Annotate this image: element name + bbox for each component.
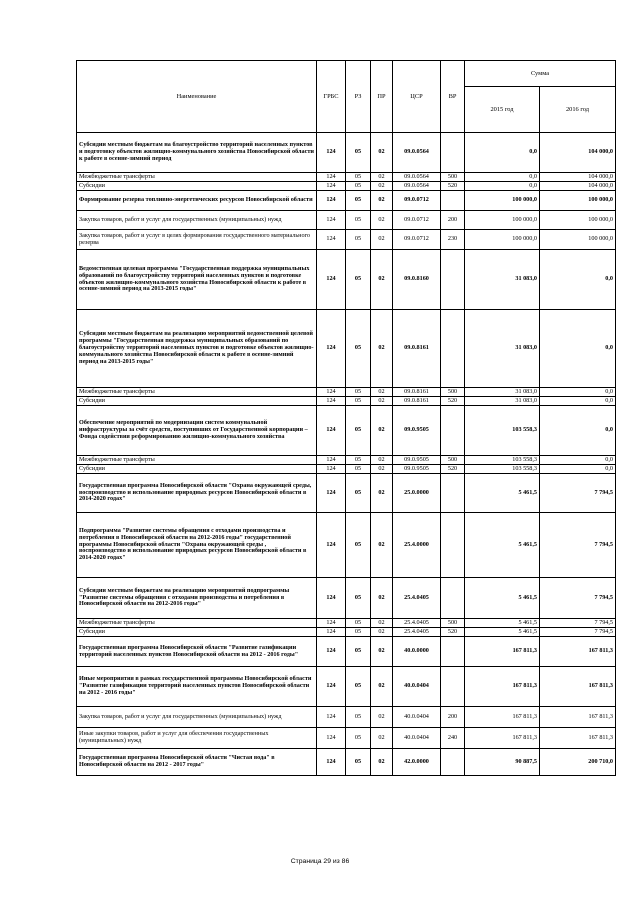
cell-csr: 40.0.0404 — [393, 728, 441, 749]
table-row — [77, 133, 616, 173]
header-2015: 2015 год — [465, 87, 540, 133]
cell-grbs: 124 — [317, 619, 346, 628]
cell-csr: 25.4.0405 — [393, 628, 441, 637]
cell-grbs: 124 — [317, 465, 346, 474]
cell-y2015: 167 811,3 — [465, 728, 540, 749]
cell-rz: 05 — [346, 406, 371, 456]
cell-grbs: 124 — [317, 474, 346, 513]
table-row — [77, 397, 616, 406]
cell-csr: 42.0.0000 — [393, 749, 441, 776]
cell-pr: 02 — [371, 182, 393, 191]
cell-y2015: 100 000,0 — [465, 230, 540, 250]
cell-y2016: 7 794,5 — [540, 628, 616, 637]
cell-y2015: 0,0 — [465, 133, 540, 173]
cell-name: Межбюджетные трансферты — [77, 173, 317, 182]
cell-grbs: 124 — [317, 578, 346, 619]
cell-csr: 09.0.9505 — [393, 456, 441, 465]
cell-vr — [441, 578, 465, 619]
cell-y2016: 167 811,3 — [540, 728, 616, 749]
table-row — [77, 637, 616, 667]
cell-pr: 02 — [371, 619, 393, 628]
cell-grbs: 124 — [317, 388, 346, 397]
cell-y2016: 0,0 — [540, 388, 616, 397]
cell-name: Государственная программа Новосибирской области "Развитие газификации территорий населенных пунктов Новосибирской области на 2012 - 2016 годы" — [77, 637, 317, 667]
cell-name: Субсидии — [77, 397, 317, 406]
cell-y2016: 167 811,3 — [540, 667, 616, 707]
cell-rz: 05 — [346, 230, 371, 250]
cell-vr — [441, 406, 465, 456]
cell-csr: 09.0.0564 — [393, 182, 441, 191]
cell-vr: 520 — [441, 397, 465, 406]
cell-rz: 05 — [346, 578, 371, 619]
cell-csr: 40.0.0000 — [393, 637, 441, 667]
cell-y2016: 0,0 — [540, 406, 616, 456]
cell-name: Субсидии местным бюджетам на благоустройство территорий населенных пунктов и подготовку объектов жилищно-коммунального хозяйства Новосибирской области к работе в осенне-зимний период — [77, 133, 317, 173]
table-row — [77, 250, 616, 310]
header-csr: ЦСР — [393, 61, 441, 133]
cell-y2016: 0,0 — [540, 397, 616, 406]
cell-y2015: 31 083,0 — [465, 397, 540, 406]
cell-name: Формирование резерва топливно-энергетических ресурсов Новосибирской области — [77, 191, 317, 211]
cell-y2016: 104 000,0 — [540, 133, 616, 173]
cell-grbs: 124 — [317, 667, 346, 707]
table-row — [77, 173, 616, 182]
table-row — [77, 465, 616, 474]
cell-csr: 09.0.8161 — [393, 388, 441, 397]
table-row — [77, 578, 616, 619]
cell-pr: 02 — [371, 628, 393, 637]
table-row — [77, 211, 616, 230]
cell-pr: 02 — [371, 456, 393, 465]
table-row — [77, 667, 616, 707]
table-body — [77, 133, 616, 776]
cell-csr: 09.0.8160 — [393, 250, 441, 310]
cell-name: Субсидии — [77, 465, 317, 474]
cell-pr: 02 — [371, 707, 393, 728]
cell-rz: 05 — [346, 465, 371, 474]
cell-name: Государственная программа Новосибирской области "Охрана окружающей среды, воспроизводство и использование природных ресурсов Новосибирской области в 2014-2020 годах" — [77, 474, 317, 513]
cell-rz: 05 — [346, 191, 371, 211]
cell-y2015: 167 811,3 — [465, 637, 540, 667]
cell-vr: 520 — [441, 182, 465, 191]
cell-rz: 05 — [346, 619, 371, 628]
cell-vr: 520 — [441, 465, 465, 474]
cell-name: Субсидии местным бюджетам на реализацию мероприятий подпрограммы "Развитие системы обращения с отходами производства и потребления в Новосибирской области на 2012-2016 годы" — [77, 578, 317, 619]
cell-pr: 02 — [371, 728, 393, 749]
table-row — [77, 619, 616, 628]
cell-y2015: 31 083,0 — [465, 250, 540, 310]
cell-rz: 05 — [346, 250, 371, 310]
cell-pr: 02 — [371, 250, 393, 310]
cell-name: Ведомственная целевая программа "Государственная поддержка муниципальных образований по благоустройству территорий населенных пунктов и подготовке объектов жилищно-коммунального хозяйства Новосибирской области к работе в осенне-зимний период на 2013-2015 годы" — [77, 250, 317, 310]
cell-y2015: 167 811,3 — [465, 707, 540, 728]
cell-grbs: 124 — [317, 191, 346, 211]
cell-name: Субсидии — [77, 628, 317, 637]
cell-grbs: 124 — [317, 628, 346, 637]
cell-vr: 500 — [441, 456, 465, 465]
cell-rz: 05 — [346, 728, 371, 749]
cell-pr: 02 — [371, 133, 393, 173]
cell-grbs: 124 — [317, 310, 346, 388]
cell-rz: 05 — [346, 133, 371, 173]
header-vr: ВР — [441, 61, 465, 133]
cell-vr — [441, 250, 465, 310]
cell-pr: 02 — [371, 310, 393, 388]
cell-rz: 05 — [346, 182, 371, 191]
table-row — [77, 707, 616, 728]
cell-csr: 09.0.9505 — [393, 465, 441, 474]
cell-vr: 200 — [441, 211, 465, 230]
cell-rz: 05 — [346, 397, 371, 406]
cell-y2016: 167 811,3 — [540, 637, 616, 667]
cell-y2016: 104 000,0 — [540, 182, 616, 191]
table-row — [77, 628, 616, 637]
cell-y2016: 100 000,0 — [540, 191, 616, 211]
cell-y2015: 100 000,0 — [465, 211, 540, 230]
cell-vr — [441, 310, 465, 388]
cell-rz: 05 — [346, 513, 371, 578]
cell-csr: 09.0.0564 — [393, 173, 441, 182]
cell-rz: 05 — [346, 310, 371, 388]
cell-name: Иные закупки товаров, работ и услуг для обеспечения государственных (муниципальных) нужд — [77, 728, 317, 749]
header-name: Наименование — [77, 61, 317, 133]
cell-csr: 09.0.9505 — [393, 406, 441, 456]
cell-rz: 05 — [346, 628, 371, 637]
cell-csr: 25.0.0000 — [393, 474, 441, 513]
cell-grbs: 124 — [317, 133, 346, 173]
table-row — [77, 406, 616, 456]
cell-y2015: 100 000,0 — [465, 191, 540, 211]
cell-y2016: 104 000,0 — [540, 173, 616, 182]
cell-rz: 05 — [346, 667, 371, 707]
cell-csr: 09.0.0564 — [393, 133, 441, 173]
cell-name: Иные мероприятия в рамках государственной программы Новосибирской области "Развитие газификации территорий населенных пунктов Новосибирской области на 2012 - 2016 годы" — [77, 667, 317, 707]
cell-y2015: 90 887,5 — [465, 749, 540, 776]
cell-grbs: 124 — [317, 173, 346, 182]
cell-y2016: 167 811,3 — [540, 707, 616, 728]
cell-rz: 05 — [346, 173, 371, 182]
cell-pr: 02 — [371, 474, 393, 513]
budget-table — [76, 60, 616, 776]
header-pr: ПР — [371, 61, 393, 133]
table-row — [77, 474, 616, 513]
cell-y2015: 0,0 — [465, 173, 540, 182]
header-rz: РЗ — [346, 61, 371, 133]
cell-grbs: 124 — [317, 211, 346, 230]
cell-name: Субсидии — [77, 182, 317, 191]
cell-vr: 500 — [441, 173, 465, 182]
cell-pr: 02 — [371, 513, 393, 578]
cell-csr: 25.4.0000 — [393, 513, 441, 578]
cell-y2015: 5 461,5 — [465, 513, 540, 578]
cell-rz: 05 — [346, 707, 371, 728]
cell-vr: 500 — [441, 619, 465, 628]
cell-pr: 02 — [371, 173, 393, 182]
cell-y2016: 7 794,5 — [540, 578, 616, 619]
cell-pr: 02 — [371, 406, 393, 456]
cell-y2015: 167 811,3 — [465, 667, 540, 707]
cell-vr — [441, 474, 465, 513]
cell-y2016: 7 794,5 — [540, 513, 616, 578]
table-row — [77, 456, 616, 465]
cell-rz: 05 — [346, 388, 371, 397]
cell-name: Закупка товаров, работ и услуг для государственных (муниципальных) нужд — [77, 211, 317, 230]
cell-y2015: 5 461,5 — [465, 619, 540, 628]
table-row — [77, 191, 616, 211]
cell-name: Закупка товаров, работ и услуг в целях формирования государственного материального резерва — [77, 230, 317, 250]
cell-grbs: 124 — [317, 230, 346, 250]
table-row — [77, 388, 616, 397]
cell-y2015: 31 083,0 — [465, 388, 540, 397]
cell-rz: 05 — [346, 474, 371, 513]
cell-pr: 02 — [371, 397, 393, 406]
cell-vr — [441, 191, 465, 211]
cell-pr: 02 — [371, 211, 393, 230]
cell-y2016: 100 000,0 — [540, 211, 616, 230]
cell-csr: 40.0.0404 — [393, 667, 441, 707]
cell-name: Обеспечение мероприятий по модернизации систем коммунальной инфраструктуры за счёт средств, поступивших от Государственной корпорации – Фонда содействия реформированию жилищно-коммунального хозяйства — [77, 406, 317, 456]
table-row — [77, 182, 616, 191]
cell-vr: 200 — [441, 707, 465, 728]
cell-csr: 40.0.0404 — [393, 707, 441, 728]
table-row — [77, 749, 616, 776]
cell-vr — [441, 513, 465, 578]
cell-pr: 02 — [371, 749, 393, 776]
header-sum: Сумма — [465, 61, 616, 87]
cell-pr: 02 — [371, 230, 393, 250]
cell-name: Межбюджетные трансферты — [77, 388, 317, 397]
table-row — [77, 728, 616, 749]
cell-vr: 500 — [441, 388, 465, 397]
cell-grbs: 124 — [317, 513, 346, 578]
cell-grbs: 124 — [317, 456, 346, 465]
cell-grbs: 124 — [317, 728, 346, 749]
cell-name: Межбюджетные трансферты — [77, 456, 317, 465]
cell-y2016: 100 000,0 — [540, 230, 616, 250]
cell-vr — [441, 133, 465, 173]
table-row — [77, 310, 616, 388]
cell-vr — [441, 637, 465, 667]
cell-grbs: 124 — [317, 397, 346, 406]
table-row — [77, 230, 616, 250]
cell-csr: 09.0.0712 — [393, 191, 441, 211]
cell-y2016: 0,0 — [540, 456, 616, 465]
header-grbs: ГРБС — [317, 61, 346, 133]
cell-vr: 520 — [441, 628, 465, 637]
table-header — [77, 61, 616, 133]
cell-name: Закупка товаров, работ и услуг для государственных (муниципальных) нужд — [77, 707, 317, 728]
cell-grbs: 124 — [317, 250, 346, 310]
cell-name: Межбюджетные трансферты — [77, 619, 317, 628]
cell-csr: 09.0.0712 — [393, 211, 441, 230]
cell-pr: 02 — [371, 388, 393, 397]
cell-rz: 05 — [346, 637, 371, 667]
cell-pr: 02 — [371, 637, 393, 667]
cell-grbs: 124 — [317, 182, 346, 191]
cell-csr: 25.4.0405 — [393, 619, 441, 628]
cell-y2015: 103 558,3 — [465, 456, 540, 465]
cell-grbs: 124 — [317, 707, 346, 728]
cell-rz: 05 — [346, 456, 371, 465]
cell-csr: 09.0.8161 — [393, 397, 441, 406]
cell-name: Субсидии местным бюджетам на реализацию мероприятий ведомственной целевой программы "Государственная поддержка муниципальных образований по благоустройству территорий населенных пунктов и подготовке объектов жилищно-коммунального хозяйства Новосибирской области к работе в осенне-зимний период на 2013-2015 годы" — [77, 310, 317, 388]
cell-y2015: 103 558,3 — [465, 465, 540, 474]
cell-y2015: 5 461,5 — [465, 578, 540, 619]
cell-vr: 230 — [441, 230, 465, 250]
page-footer: Страница 29 из 86 — [290, 858, 350, 865]
cell-csr: 25.4.0405 — [393, 578, 441, 619]
cell-y2016: 0,0 — [540, 250, 616, 310]
cell-y2016: 7 794,5 — [540, 619, 616, 628]
cell-rz: 05 — [346, 211, 371, 230]
cell-grbs: 124 — [317, 406, 346, 456]
cell-rz: 05 — [346, 749, 371, 776]
cell-y2015: 5 461,5 — [465, 628, 540, 637]
cell-csr: 09.0.8161 — [393, 310, 441, 388]
cell-y2016: 200 710,0 — [540, 749, 616, 776]
cell-pr: 02 — [371, 578, 393, 619]
cell-y2015: 31 083,0 — [465, 310, 540, 388]
cell-pr: 02 — [371, 191, 393, 211]
cell-name: Подпрограмма "Развитие системы обращения с отходами производства и потребления в Новосибирской области на 2012-2016 годы" государственной программы Новосибирской области "Охрана окружающей среды , воспроизводство и использование природных ресурсов Новосибирской области в 2014-2020 годах" — [77, 513, 317, 578]
cell-pr: 02 — [371, 667, 393, 707]
cell-grbs: 124 — [317, 749, 346, 776]
cell-y2015: 0,0 — [465, 182, 540, 191]
cell-y2016: 0,0 — [540, 310, 616, 388]
cell-y2015: 5 461,5 — [465, 474, 540, 513]
header-2016: 2016 год — [540, 87, 616, 133]
cell-pr: 02 — [371, 465, 393, 474]
table-row — [77, 513, 616, 578]
cell-grbs: 124 — [317, 637, 346, 667]
cell-vr — [441, 667, 465, 707]
cell-csr: 09.0.0712 — [393, 230, 441, 250]
cell-vr — [441, 749, 465, 776]
cell-y2016: 7 794,5 — [540, 474, 616, 513]
cell-name: Государственная программа Новосибирской области "Чистая вода" в Новосибирской области на 2012 - 2017 годы" — [77, 749, 317, 776]
cell-vr: 240 — [441, 728, 465, 749]
cell-y2015: 103 558,3 — [465, 406, 540, 456]
cell-y2016: 0,0 — [540, 465, 616, 474]
